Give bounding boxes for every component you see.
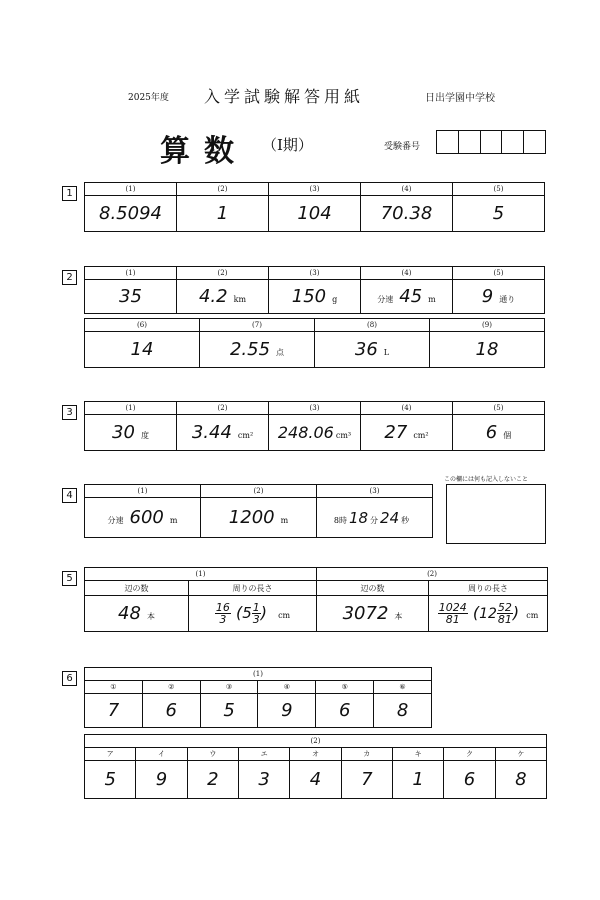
exam-number-digit[interactable] [502,131,524,153]
q6-2-ke-answer[interactable]: 8 [495,761,546,799]
q3-4-value: 27 [384,422,408,443]
exam-number-digit[interactable] [459,131,481,153]
q6-1-label: (1) [85,668,432,681]
question-2-number: 2 [62,270,77,285]
q6-2-u-label: ウ [187,748,238,761]
q6-1-2-label: ② [142,681,200,694]
q6-1-2-answer[interactable]: 6 [142,694,200,728]
question-1-number: 1 [62,186,77,201]
q6-2-a-label: ア [85,748,136,761]
q3-4-label: (4) [361,402,453,415]
q6-2-ku-answer[interactable]: 6 [444,761,495,799]
q4-3-minutes: 18 [348,509,369,527]
q6-2-ke-label: ケ [495,748,546,761]
q2-6-value: 14 [130,339,154,360]
q3-5-unit: 個 [503,431,512,440]
q2-4-unit: m [428,295,436,304]
q5-1-sides-unit: 本 [146,612,155,621]
q2-2-unit: km [233,295,247,304]
q3-4-unit: cm² [413,431,429,440]
q3-2-value: 3.44 [191,422,232,443]
q6-2-a-answer[interactable]: 5 [85,761,136,799]
q5-1-mixed-fraction [252,602,261,625]
q2-5-unit: 通り [499,295,516,304]
question-4-number: 4 [62,488,77,503]
question-1-table [84,182,545,232]
q5-2-frac-num: 1024 [438,601,467,614]
q6-2-ki-label: キ [392,748,443,761]
q6-2-ku-label: ク [444,748,495,761]
q5-1-mixed-den: 3 [252,613,260,626]
q2-3-answer[interactable] [269,280,361,314]
q4-1-prefix: 分速 [107,516,124,525]
question-5-number: 5 [62,571,77,586]
q1-2-label: (2) [177,183,269,196]
q5-2-perimeter-answer[interactable]: $\frac{1024}{81}$ (12 $\frac{52}{81}$ ) cm [429,596,548,632]
q3-1-value: 30 [112,422,135,443]
q2-6-label: (6) [85,319,200,332]
q3-1-unit: 度 [140,431,149,440]
q3-2-answer[interactable] [177,415,269,451]
q3-3-answer[interactable] [269,415,361,451]
q4-3-hour-text: 8時 [333,516,347,525]
q4-1-answer[interactable] [85,498,201,538]
q2-5-label: (5) [453,267,545,280]
q2-6-answer[interactable] [85,332,200,368]
q6-1-6-label: ⑥ [374,681,432,694]
subject-title: 算数 [160,134,248,169]
q5-2-mixed-fraction [497,602,513,625]
exam-year: 2025年度 [128,93,169,103]
q2-4-prefix: 分速 [377,295,394,304]
q5-1-perimeter-answer[interactable]: $\frac{16}{3}$ (5 $\frac{1}{3}$ ) cm [189,596,317,632]
q5-2-label: (2) [317,568,548,581]
q5-2-frac-den: 81 [445,613,460,626]
q3-2-label: (2) [177,402,269,415]
q2-1-value: 35 [119,286,142,307]
q1-1-answer[interactable]: 8.5094 [85,196,177,232]
q4-2-unit: m [280,516,289,525]
q3-5-label: (5) [453,402,545,415]
q1-2-answer[interactable]: 1 [177,196,269,232]
q5-1-perimeter-unit: cm [278,611,291,620]
q2-8-answer[interactable] [315,332,430,368]
q3-1-label: (1) [85,402,177,415]
q1-4-label: (4) [361,183,453,196]
q2-2-label: (2) [177,267,269,280]
q6-2-o-answer[interactable]: 4 [290,761,341,799]
q6-1-3-label: ③ [200,681,258,694]
q5-1-sides-answer[interactable] [85,596,189,632]
q2-4-answer[interactable] [361,280,453,314]
q5-1-mixed-num: 1 [252,601,260,614]
examiner-box [446,484,546,544]
q1-3-answer[interactable]: 104 [269,196,361,232]
q6-2-i-answer[interactable]: 9 [136,761,187,799]
q3-3-label: (3) [269,402,361,415]
q6-2-label: (2) [85,735,547,748]
q5-1-label: (1) [85,568,317,581]
q4-3-seconds: 24 [380,509,400,527]
q3-2-unit: cm² [237,431,254,440]
q5-2-mixed-whole: 12 [479,606,497,622]
q5-2-mixed-den: 81 [497,613,512,626]
q4-3-label: (3) [317,485,433,498]
q2-2-value: 4.2 [198,286,228,307]
q2-3-label: (3) [269,267,361,280]
q2-5-value: 9 [481,286,494,307]
q5-2-sides-header: 辺の数 [317,581,429,596]
notice-text: この欄には何も記入しないこと [444,476,529,483]
q2-7-value: 2.55 [229,339,271,360]
q2-3-value: 150 [291,286,327,307]
q2-8-value: 36 [354,339,378,360]
q6-1-5-answer[interactable]: 6 [316,694,374,728]
q6-2-e-label: エ [238,748,289,761]
q2-8-label: (8) [315,319,430,332]
q6-1-1-label: ① [85,681,143,694]
question-6-part2-table [84,734,547,799]
q5-2-fraction [438,602,468,625]
q2-1-label: (1) [85,267,177,280]
q6-2-e-answer[interactable]: 3 [238,761,289,799]
q4-3-answer[interactable] [317,498,433,538]
q5-1-frac-den: 3 [219,613,227,626]
q5-2-sides-answer[interactable] [317,596,429,632]
q2-1-answer[interactable] [85,280,177,314]
q2-3-unit: g [332,295,338,304]
q2-8-unit: L [383,348,390,357]
q4-1-value: 600 [129,507,164,528]
q2-7-answer[interactable] [200,332,315,368]
q5-2-mixed-num: 52 [497,601,512,614]
q6-1-5-label: ⑤ [316,681,374,694]
q6-2-u-answer[interactable]: 2 [187,761,238,799]
q2-9-answer[interactable] [430,332,545,368]
question-2-row1 [84,266,545,314]
q4-2-label: (2) [201,485,317,498]
q5-1-sides-value: 48 [118,603,141,624]
question-6-number: 6 [62,671,77,686]
q6-1-6-answer[interactable]: 8 [374,694,432,728]
q4-2-answer[interactable] [201,498,317,538]
q4-3-second-text: 秒 [401,516,410,525]
q3-1-answer[interactable] [85,415,177,451]
exam-number-digit[interactable] [481,131,503,153]
q6-2-i-label: イ [136,748,187,761]
exam-number-label: 受験番号 [384,142,421,152]
q1-4-answer[interactable]: 70.38 [361,196,453,232]
question-2-row2 [84,318,545,368]
q1-1-label: (1) [85,183,177,196]
q6-2-ki-answer[interactable]: 1 [392,761,443,799]
question-4-table [84,484,433,538]
q6-2-ka-label: カ [341,748,392,761]
q2-2-answer[interactable] [177,280,269,314]
q5-1-sides-header: 辺の数 [85,581,189,596]
q5-1-frac-num: 16 [215,601,230,614]
exam-number-digit[interactable] [524,131,545,153]
q2-4-label: (4) [361,267,453,280]
exam-number-digit[interactable] [437,131,459,153]
q4-2-value: 1200 [228,507,275,528]
q2-7-unit: 点 [276,348,285,357]
q2-9-label: (9) [430,319,545,332]
q3-3-unit: cm³ [335,431,352,440]
q6-2-o-label: オ [290,748,341,761]
q1-5-label: (5) [453,183,545,196]
q3-5-answer[interactable] [453,415,545,451]
school-name: 日出学園中学校 [425,93,495,104]
exam-number-boxes[interactable] [436,130,546,154]
q5-1-perimeter-header: 周りの長さ [189,581,317,596]
q3-4-answer[interactable] [361,415,453,451]
q6-1-4-answer[interactable]: 9 [258,694,316,728]
q5-2-perimeter-header: 周りの長さ [429,581,548,596]
q3-5-value: 6 [485,422,498,443]
q5-2-perimeter-unit: cm [526,611,539,620]
q1-3-label: (3) [269,183,361,196]
q2-5-answer[interactable] [453,280,545,314]
q6-1-3-answer[interactable]: 5 [200,694,258,728]
q1-5-answer[interactable]: 5 [453,196,545,232]
question-6-part1-table [84,667,432,728]
sheet-title: 入学試験解答用紙 [204,87,365,106]
q2-9-value: 18 [475,339,499,360]
q5-1-mixed-whole: 5 [242,604,252,622]
q2-7-label: (7) [200,319,315,332]
q4-3-minute-text: 分 [370,516,379,525]
question-3-table [84,401,545,451]
q6-2-ka-answer[interactable]: 7 [341,761,392,799]
q5-2-sides-unit: 本 [394,612,403,621]
question-3-number: 3 [62,405,77,420]
q5-2-sides-value: 3072 [342,603,389,624]
q6-1-4-label: ④ [258,681,316,694]
q5-1-fraction [215,602,231,625]
q6-1-1-answer[interactable]: 7 [85,694,143,728]
q3-3-value: 248.06 [277,423,334,442]
question-5-table [84,567,548,632]
q4-1-unit: m [169,516,178,525]
q2-4-value: 45 [399,286,423,307]
q4-1-label: (1) [85,485,201,498]
exam-term: （Ⅰ期） [262,136,313,154]
